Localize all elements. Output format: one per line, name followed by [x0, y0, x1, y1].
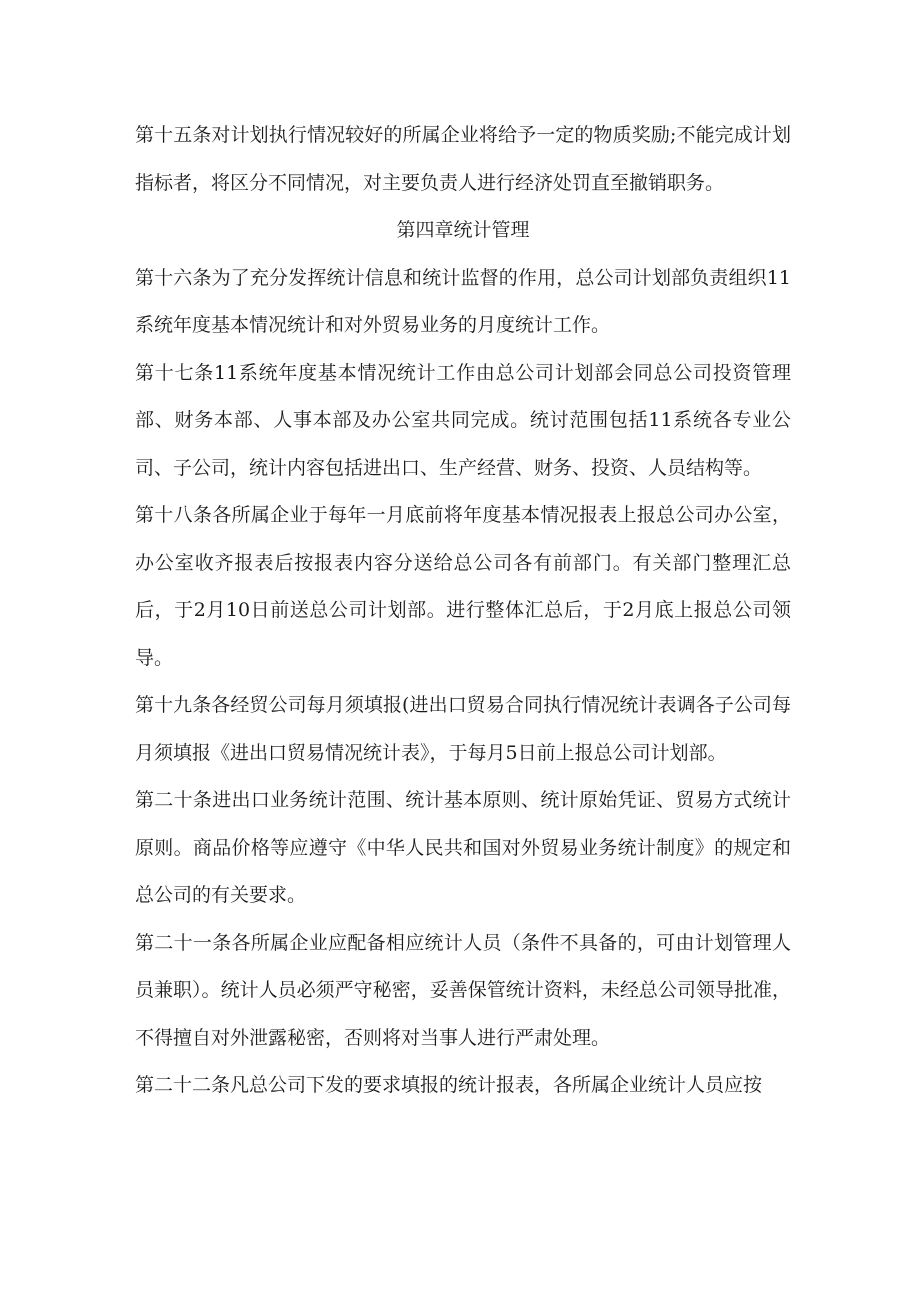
- article-17: 第十七条11系统年度基本情况统计工作由总公司计划部会同总公司投资管理部、财务本部、人事本部及办公室共同完成。统讨范围包括11系统各专业公司、子公司，统计内容包括进出口、生产经营、财务、投资、人员结构等。: [135, 361, 791, 479]
- article-16: 第十六条为了充分发挥统计信息和统计监督的作用，总公司计划部负责组织11系统年度基本情况统计和对外贸易业务的月度统计工作。: [135, 266, 791, 336]
- article-21: 第二十一条各所属企业应配备相应统计人员（条件不具备的，可由计划管理人员兼职）。统计人员必须严守秘密，妥善保管统计资料，未经总公司领导批准，不得擅自对外泄露秘密，否则将对当事人进行严肃处理。: [135, 931, 791, 1049]
- article-19: 第十九条各经贸公司每月须填报(进出口贸易合同执行情况统计表调各子公司每月须填报《进出口贸易情况统计表》，于每月5日前上报总公司计划部。: [135, 694, 791, 764]
- article-20: 第二十条进出口业务统计范围、统计基本原则、统计原始凭证、贸易方式统计原则。商品价格等应遵守《中华人民共和国对外贸易业务统计制度》的规定和总公司的有关要求。: [135, 789, 791, 906]
- article-15: 第十五条对计划执行情况较好的所属企业将给予一定的物质奖励;不能完成计划指标者，将区分不同情况，对主要负责人进行经济处罚直至撤销职务。: [135, 124, 791, 194]
- chapter-title: 第四章统计管理: [396, 219, 530, 241]
- article-18: 第十八条各所属企业于每年一月底前将年度基本情况报表上报总公司办公室，办公室收齐报表后按报表内容分送给总公司各有前部门。有关部门整理汇总后，于2月10日前送总公司计划部。进行整体汇总后，于2月底上报总公司领导。: [135, 504, 791, 669]
- document-body: [135, 112, 791, 1110]
- article-22: 第二十二条凡总公司下发的要求填报的统计报表，各所属企业统计人员应按: [135, 1074, 763, 1096]
